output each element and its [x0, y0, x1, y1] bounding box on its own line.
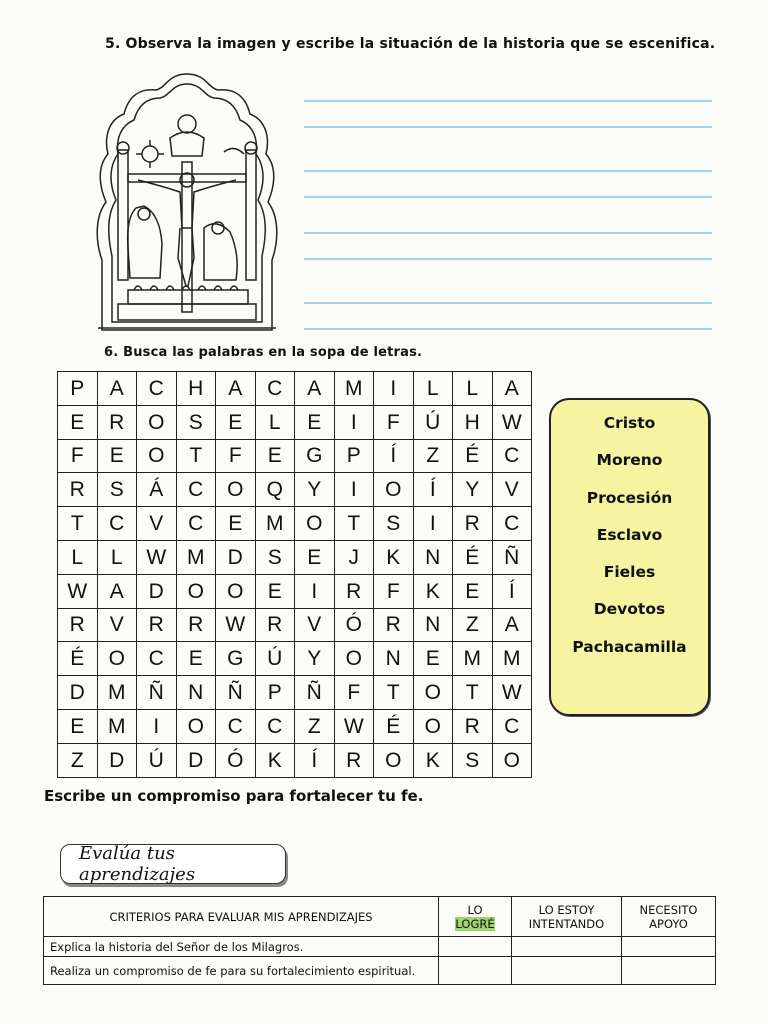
grid-letter-cell[interactable]: M	[255, 507, 295, 541]
grid-letter-cell[interactable]: E	[413, 642, 453, 676]
grid-letter-cell[interactable]: W	[216, 608, 256, 642]
grid-letter-cell[interactable]: A	[295, 372, 335, 406]
grid-letter-cell[interactable]: R	[176, 608, 216, 642]
writing-line	[304, 328, 712, 330]
grid-row	[58, 372, 532, 406]
grid-letter-cell[interactable]: M	[176, 540, 216, 574]
grid-letter-cell[interactable]: R	[453, 507, 493, 541]
word-list-item: Esclavo	[596, 525, 663, 544]
grid-letter-cell[interactable]: M	[334, 372, 374, 406]
grid-letter-cell[interactable]: R	[255, 608, 295, 642]
grid-letter-cell[interactable]: L	[453, 372, 493, 406]
word-search-grid[interactable]	[57, 371, 532, 778]
evalua-aprendizajes-badge: Evalúa tus aprendizajes	[60, 844, 286, 884]
checkbox-cell-apoyo[interactable]	[622, 937, 716, 957]
checkbox-cell-apoyo[interactable]	[622, 957, 716, 985]
grid-letter-cell[interactable]: R	[453, 709, 493, 743]
grid-letter-cell[interactable]: R	[137, 608, 177, 642]
grid-letter-cell[interactable]: C	[492, 709, 532, 743]
grid-letter-cell[interactable]: W	[492, 676, 532, 710]
grid-letter-cell[interactable]: C	[176, 473, 216, 507]
grid-letter-cell[interactable]: O	[137, 405, 177, 439]
grid-letter-cell[interactable]: É	[374, 709, 414, 743]
writing-line	[304, 232, 712, 234]
grid-letter-cell[interactable]: I	[137, 709, 177, 743]
word-list-item: Procesión	[586, 488, 673, 507]
grid-letter-cell[interactable]: C	[492, 507, 532, 541]
grid-letter-cell[interactable]: O	[97, 642, 137, 676]
grid-letter-cell[interactable]: R	[334, 574, 374, 608]
grid-letter-cell[interactable]: Ñ	[295, 676, 335, 710]
grid-letter-cell[interactable]: T	[176, 439, 216, 473]
grid-letter-cell[interactable]: K	[413, 574, 453, 608]
grid-letter-cell[interactable]: D	[176, 743, 216, 777]
writing-line	[304, 302, 712, 304]
grid-letter-cell[interactable]: N	[413, 608, 453, 642]
grid-row	[58, 405, 532, 439]
grid-letter-cell[interactable]: P	[334, 439, 374, 473]
grid-letter-cell[interactable]: E	[58, 709, 98, 743]
grid-letter-cell[interactable]: S	[374, 507, 414, 541]
grid-letter-cell[interactable]: I	[295, 574, 335, 608]
grid-letter-cell[interactable]: O	[492, 743, 532, 777]
grid-letter-cell[interactable]: Ú	[255, 642, 295, 676]
grid-letter-cell[interactable]: C	[255, 372, 295, 406]
writing-line	[304, 100, 712, 102]
grid-letter-cell[interactable]: Z	[413, 439, 453, 473]
lo-logre-header-logre: LOGRÉ	[455, 916, 495, 931]
grid-letter-cell[interactable]: O	[295, 507, 335, 541]
checkbox-cell-logre[interactable]	[439, 957, 512, 985]
grid-letter-cell[interactable]: E	[97, 439, 137, 473]
grid-letter-cell[interactable]: A	[216, 372, 256, 406]
writing-line	[304, 170, 712, 172]
grid-letter-cell[interactable]: O	[176, 709, 216, 743]
criteria-header: CRITERIOS PARA EVALUAR MIS APRENDIZAJES	[44, 897, 439, 937]
grid-letter-cell[interactable]: F	[216, 439, 256, 473]
grid-letter-cell[interactable]: C	[97, 507, 137, 541]
question-5-title: 5. Observa la imagen y escribe la situación de la historia que se escenifica.	[105, 36, 716, 52]
grid-letter-cell[interactable]: R	[97, 405, 137, 439]
grid-letter-cell[interactable]: V	[492, 473, 532, 507]
grid-row	[58, 642, 532, 676]
grid-letter-cell[interactable]: C	[137, 642, 177, 676]
grid-letter-cell[interactable]: Í	[295, 743, 335, 777]
grid-letter-cell[interactable]: G	[295, 439, 335, 473]
necesito-apoyo-header: NECESITO APOYO	[622, 897, 716, 937]
grid-letter-cell[interactable]: Ñ	[216, 676, 256, 710]
grid-letter-cell[interactable]: E	[255, 574, 295, 608]
grid-letter-cell[interactable]: Y	[295, 473, 335, 507]
grid-letter-cell[interactable]: T	[453, 676, 493, 710]
grid-letter-cell[interactable]: O	[137, 439, 177, 473]
grid-letter-cell[interactable]: I	[413, 507, 453, 541]
grid-letter-cell[interactable]: G	[216, 642, 256, 676]
grid-letter-cell[interactable]: Z	[453, 608, 493, 642]
grid-letter-cell[interactable]: O	[334, 642, 374, 676]
grid-letter-cell[interactable]: H	[453, 405, 493, 439]
grid-letter-cell[interactable]: É	[58, 642, 98, 676]
lo-logre-header	[439, 897, 512, 937]
grid-letter-cell[interactable]: K	[255, 743, 295, 777]
grid-row	[58, 574, 532, 608]
grid-letter-cell[interactable]: A	[492, 608, 532, 642]
grid-letter-cell[interactable]: Ñ	[137, 676, 177, 710]
grid-letter-cell[interactable]: C	[216, 709, 256, 743]
grid-letter-cell[interactable]: É	[453, 439, 493, 473]
grid-letter-cell[interactable]: Q	[255, 473, 295, 507]
grid-letter-cell[interactable]: T	[58, 507, 98, 541]
grid-letter-cell[interactable]: Y	[295, 642, 335, 676]
grid-letter-cell[interactable]: M	[492, 642, 532, 676]
grid-letter-cell[interactable]: C	[176, 507, 216, 541]
grid-row	[58, 709, 532, 743]
grid-letter-cell[interactable]: S	[453, 743, 493, 777]
lo-estoy-intentando-header: LO ESTOY INTENTANDO	[512, 897, 622, 937]
grid-letter-cell[interactable]: V	[295, 608, 335, 642]
grid-letter-cell[interactable]: K	[374, 540, 414, 574]
grid-letter-cell[interactable]: Ó	[216, 743, 256, 777]
grid-letter-cell[interactable]: A	[97, 574, 137, 608]
grid-letter-cell[interactable]: L	[413, 372, 453, 406]
grid-letter-cell[interactable]: D	[216, 540, 256, 574]
grid-letter-cell[interactable]: D	[97, 743, 137, 777]
grid-letter-cell[interactable]: M	[97, 709, 137, 743]
grid-letter-cell[interactable]: O	[413, 676, 453, 710]
grid-letter-cell[interactable]: L	[97, 540, 137, 574]
grid-letter-cell[interactable]: P	[58, 372, 98, 406]
word-list-item: Devotos	[593, 600, 666, 619]
grid-letter-cell[interactable]: E	[216, 405, 256, 439]
grid-letter-cell[interactable]: L	[58, 540, 98, 574]
grid-letter-cell[interactable]: E	[216, 507, 256, 541]
checkbox-cell-intentando[interactable]	[512, 957, 622, 985]
word-list-item: Cristo	[603, 414, 656, 432]
lo-logre-header-lo: LO	[467, 902, 483, 917]
grid-letter-cell[interactable]: P	[255, 676, 295, 710]
grid-letter-cell[interactable]: Ú	[137, 743, 177, 777]
grid-letter-cell[interactable]: R	[374, 608, 414, 642]
grid-letter-cell[interactable]: F	[334, 676, 374, 710]
grid-letter-cell[interactable]: S	[97, 473, 137, 507]
word-list-box	[549, 398, 710, 716]
grid-letter-cell[interactable]: C	[492, 439, 532, 473]
answer-writing-area[interactable]	[304, 90, 712, 340]
grid-letter-cell[interactable]: M	[97, 676, 137, 710]
writing-line	[304, 196, 712, 198]
commitment-prompt: Escribe un compromiso para fortalecer tu fe.	[44, 787, 424, 805]
grid-letter-cell[interactable]: T	[334, 507, 374, 541]
writing-line	[304, 126, 712, 128]
grid-letter-cell[interactable]: O	[374, 743, 414, 777]
checkbox-cell-logre[interactable]	[439, 937, 512, 957]
grid-letter-cell[interactable]: L	[255, 405, 295, 439]
grid-row	[58, 676, 532, 710]
grid-letter-cell[interactable]: Í	[374, 439, 414, 473]
grid-letter-cell[interactable]: C	[255, 709, 295, 743]
senor-de-los-milagros-illustration	[78, 68, 296, 340]
grid-letter-cell[interactable]: Z	[58, 743, 98, 777]
grid-letter-cell[interactable]: N	[374, 642, 414, 676]
word-list-item: Fieles	[603, 563, 656, 582]
grid-letter-cell[interactable]: R	[58, 473, 98, 507]
evaluation-table	[43, 896, 716, 985]
grid-letter-cell[interactable]: S	[255, 540, 295, 574]
grid-letter-cell[interactable]: J	[334, 540, 374, 574]
word-list-item: Pachacamilla	[572, 637, 687, 656]
grid-letter-cell[interactable]: O	[216, 473, 256, 507]
grid-letter-cell[interactable]: Ó	[334, 608, 374, 642]
grid-letter-cell[interactable]: N	[413, 540, 453, 574]
grid-letter-cell[interactable]: W	[492, 405, 532, 439]
grid-letter-cell[interactable]: T	[374, 676, 414, 710]
grid-row	[58, 507, 532, 541]
grid-letter-cell[interactable]: V	[137, 507, 177, 541]
grid-letter-cell[interactable]: O	[413, 709, 453, 743]
word-list-item: Moreno	[596, 451, 663, 470]
grid-row	[58, 439, 532, 473]
grid-letter-cell[interactable]: W	[137, 540, 177, 574]
grid-letter-cell[interactable]: S	[176, 405, 216, 439]
grid-letter-cell[interactable]: I	[334, 405, 374, 439]
grid-letter-cell[interactable]: W	[334, 709, 374, 743]
grid-letter-cell[interactable]: V	[97, 608, 137, 642]
grid-letter-cell[interactable]: E	[453, 574, 493, 608]
grid-letter-cell[interactable]: A	[97, 372, 137, 406]
grid-letter-cell[interactable]: F	[58, 439, 98, 473]
grid-letter-cell[interactable]: E	[58, 405, 98, 439]
grid-letter-cell[interactable]: R	[334, 743, 374, 777]
grid-letter-cell[interactable]: E	[176, 642, 216, 676]
grid-row	[58, 743, 532, 777]
grid-letter-cell[interactable]: D	[137, 574, 177, 608]
grid-letter-cell[interactable]: F	[374, 405, 414, 439]
grid-letter-cell[interactable]: Í	[413, 473, 453, 507]
grid-letter-cell[interactable]: D	[58, 676, 98, 710]
grid-letter-cell[interactable]: Á	[137, 473, 177, 507]
grid-letter-cell[interactable]: A	[492, 372, 532, 406]
grid-row	[58, 608, 532, 642]
question-6-title: 6. Busca las palabras en la sopa de letras.	[104, 345, 423, 360]
grid-letter-cell[interactable]: I	[334, 473, 374, 507]
checkbox-cell-intentando[interactable]	[512, 937, 622, 957]
grid-row	[58, 540, 532, 574]
grid-letter-cell[interactable]: Ñ	[492, 540, 532, 574]
criteria-row-label: Explica la historia del Señor de los Milagros.	[44, 937, 439, 957]
grid-letter-cell[interactable]: K	[413, 743, 453, 777]
grid-letter-cell[interactable]: É	[453, 540, 493, 574]
grid-letter-cell[interactable]: C	[137, 372, 177, 406]
grid-letter-cell[interactable]: E	[255, 439, 295, 473]
grid-letter-cell[interactable]: H	[176, 372, 216, 406]
grid-letter-cell[interactable]: N	[176, 676, 216, 710]
grid-letter-cell[interactable]: R	[58, 608, 98, 642]
grid-letter-cell[interactable]: Í	[492, 574, 532, 608]
grid-letter-cell[interactable]: F	[374, 574, 414, 608]
grid-letter-cell[interactable]: M	[453, 642, 493, 676]
grid-row	[58, 473, 532, 507]
grid-letter-cell[interactable]: W	[58, 574, 98, 608]
grid-letter-cell[interactable]: E	[295, 540, 335, 574]
grid-letter-cell[interactable]: O	[374, 473, 414, 507]
criteria-row-label: Realiza un compromiso de fe para su fortalecimiento espiritual.	[44, 957, 439, 985]
grid-letter-cell[interactable]: E	[295, 405, 335, 439]
grid-letter-cell[interactable]: Z	[295, 709, 335, 743]
writing-line	[304, 258, 712, 260]
grid-letter-cell[interactable]: O	[216, 574, 256, 608]
grid-letter-cell[interactable]: O	[176, 574, 216, 608]
grid-letter-cell[interactable]: Ú	[413, 405, 453, 439]
grid-letter-cell[interactable]: Y	[453, 473, 493, 507]
grid-letter-cell[interactable]: I	[374, 372, 414, 406]
